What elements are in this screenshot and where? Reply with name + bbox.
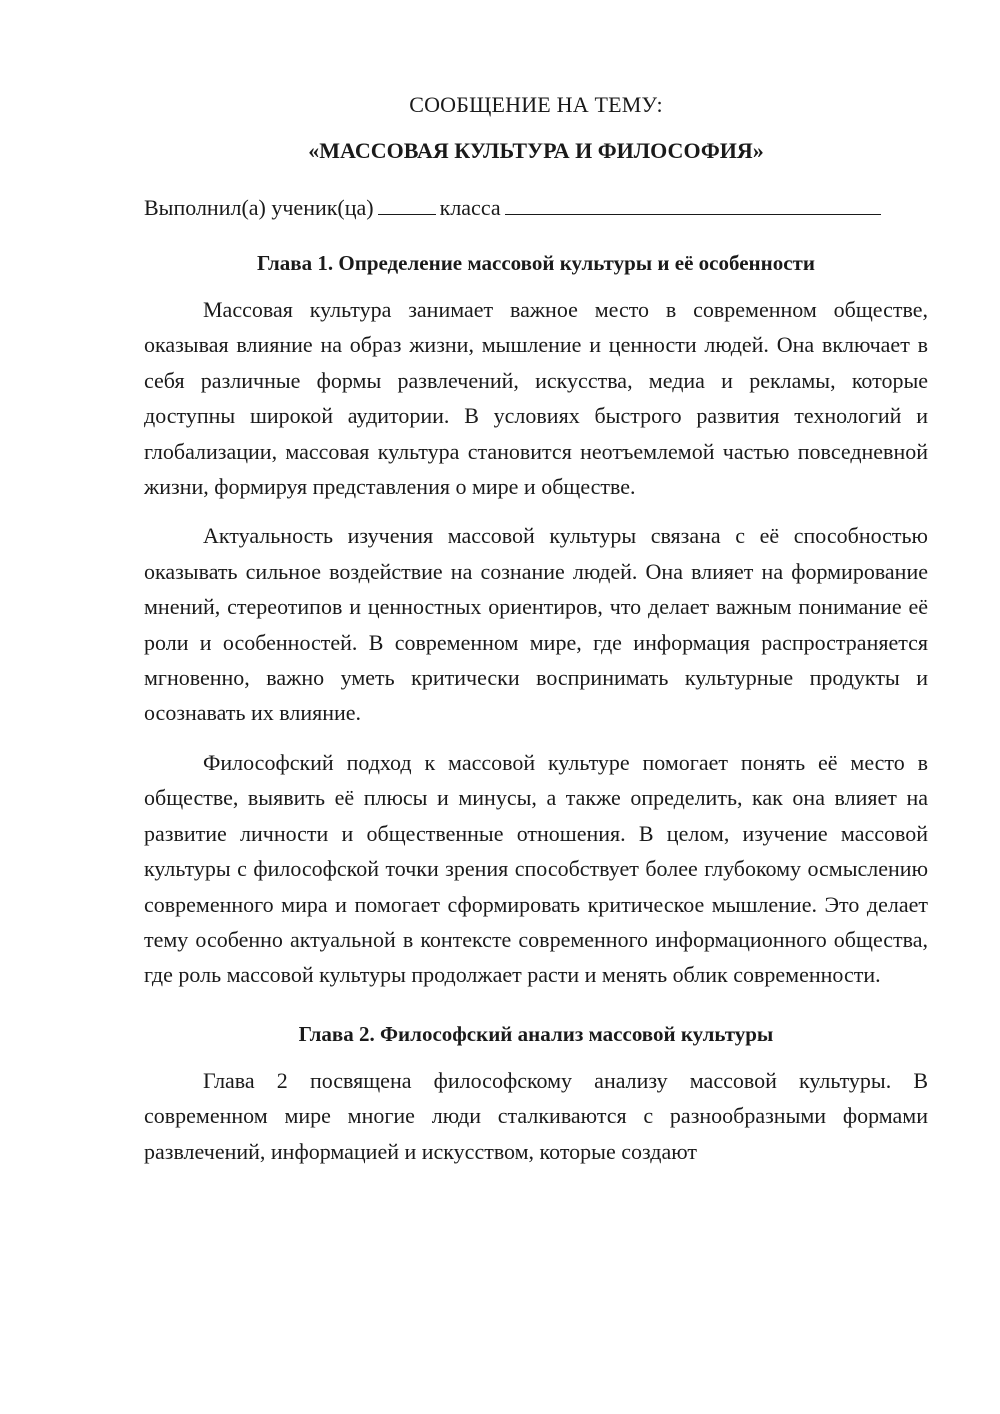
chapter-2-heading: Глава 2. Философский анализ массовой культуры (298, 1021, 774, 1046)
author-line (144, 191, 928, 225)
author-prefix: Выполнил(а) ученик(ца) (144, 195, 374, 220)
chapter-2-paragraph-1: Глава 2 посвящена философскому анализу массовой культуры. В современном мире многие люди сталкиваются с разнообразными формами развлечений, информацией и искусством, которые создают (144, 1067, 928, 1164)
chapter-1-heading: Глава 1. Определение массовой культуры и её особенности (257, 251, 815, 275)
chapter-1-paragraph-2: Актуальность изучения массовой культуры связана с её способностью оказывать сильное воздействие на сознание людей. Она влияет на формирование мнений, стереотипов и ценностных ориентиров, что делает важным понимание её роли и особенностей. В современном мире, где информация распространяется мгновенно, важно уметь критически воспринимать культурные продукты и осознавать их влияние. (144, 523, 928, 726)
author-class-label: класса (439, 195, 501, 220)
student-name-blank (378, 192, 436, 215)
chapter-1-paragraph-1: Массовая культура занимает важное место в современном обществе, оказывая влияние на образ жизни, мышление и ценности людей. Она включает в себя различные формы развлечений, искусства, медиа и рекламы, которые доступны широкой аудитории. В условиях быстрого развития технологий и глобализации, массовая культура становится неотъемлемой частью повседневной жизни, формируя представления о мире и обществе. (144, 297, 928, 500)
chapter-1-paragraph-3: Философский подход к массовой культуре помогает понять её место в обществе, выявить её плюсы и минусы, а также определить, как она влияет на развитие личности и общественные отношения. В целом, изучение массовой культуры с философской точки зрения способствует более глубокому осмыслению современного мира и помогает сформировать критическое мышление. Это делает тему особенно актуальной в контексте современного информационного общества, где роль массовой культуры продолжает расти и менять облик современности. (144, 749, 928, 988)
class-blank (505, 192, 881, 215)
document-page (144, 88, 928, 1169)
document-title-line1: СООБЩЕНИЕ НА ТЕМУ: (409, 92, 663, 117)
document-title-line2: «МАССОВАЯ КУЛЬТУРА И ФИЛОСОФИЯ» (308, 138, 764, 163)
